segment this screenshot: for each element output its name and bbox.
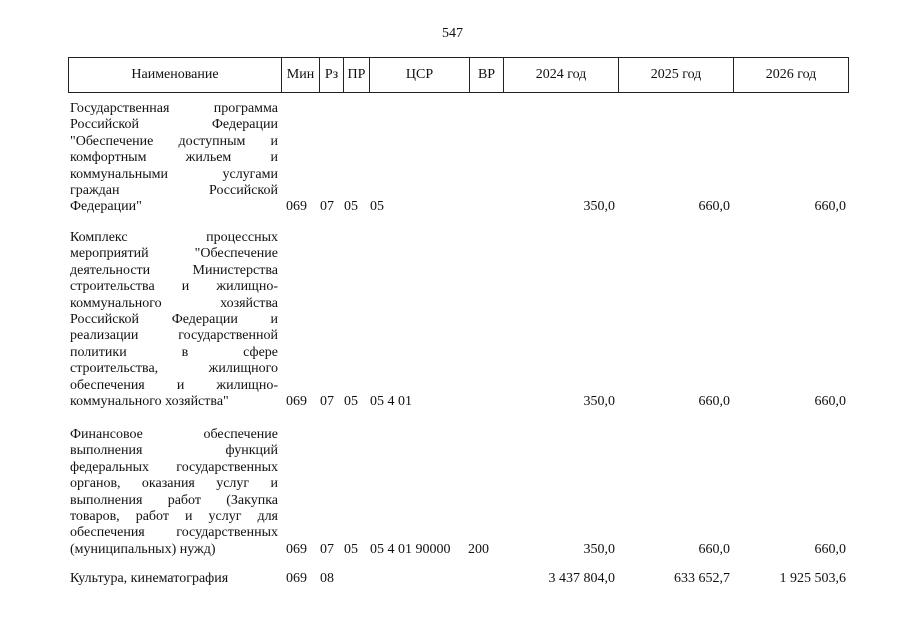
cell-rz: 08 <box>320 571 334 586</box>
row-name-line: Российской Федерации и <box>70 312 278 328</box>
header-vr: ВР <box>469 58 503 92</box>
cell-min: 069 <box>286 394 307 409</box>
cell-min: 069 <box>286 571 307 586</box>
row-name-line: коммунального хозяйства <box>70 295 278 311</box>
cell-rz: 07 <box>320 199 334 215</box>
cell-y2024: 3 437 804,0 <box>548 571 615 586</box>
cell-y2025: 660,0 <box>698 541 730 557</box>
header-name: Наименование <box>131 67 219 82</box>
row-name-line: товаров, работ и услуг для <box>70 509 278 525</box>
cell-pr: 05 <box>344 199 358 215</box>
row-name-line: коммунальными услугами <box>70 166 278 182</box>
cell-y2025: 660,0 <box>698 394 730 409</box>
row-name <box>70 230 278 410</box>
page-number: 547 <box>442 26 463 41</box>
row-name-line: Культура, кинематография <box>70 571 229 586</box>
row-name-line: обеспечения и жилищно- <box>70 377 278 393</box>
row-name-line: реализации государственной <box>70 328 278 344</box>
cell-y2026: 1 925 503,6 <box>779 571 846 586</box>
row-name <box>70 427 278 558</box>
row-name <box>70 571 278 587</box>
row-name-line: федеральных государственных <box>70 459 278 475</box>
header-rz: Рз <box>319 58 343 92</box>
row-name-line: граждан Российской <box>70 183 278 199</box>
cell-csr: 05 4 01 90000 <box>370 541 451 557</box>
header-2026: 2026 год <box>733 58 848 92</box>
row-name-line: Комплекс процессных <box>70 230 278 245</box>
row-name-line: (муниципальных) нужд) <box>70 541 216 557</box>
row-name-line: "Обеспечение доступным и <box>70 133 278 149</box>
cell-y2026: 660,0 <box>814 199 846 215</box>
cell-vr: 200 <box>468 541 489 557</box>
table-header <box>68 57 849 93</box>
row-name <box>70 101 278 216</box>
cell-csr: 05 <box>370 199 384 215</box>
cell-y2026: 660,0 <box>814 541 846 557</box>
row-name-line: выполнения функций <box>70 443 278 459</box>
cell-pr: 05 <box>344 394 358 409</box>
row-name-line: коммунального хозяйства" <box>70 394 229 410</box>
row-name-line: органов, оказания услуг и <box>70 476 278 492</box>
row-name-line: строительства, жилищного <box>70 361 278 377</box>
row-name-line: выполнения работ (Закупка <box>70 492 278 508</box>
row-name-line: деятельности Министерства <box>70 262 278 278</box>
header-min: Мин <box>281 58 319 92</box>
row-name-line: Государственная программа <box>70 101 278 116</box>
header-pr: ПР <box>343 58 369 92</box>
row-name-line: строительства и жилищно- <box>70 279 278 295</box>
cell-min: 069 <box>286 199 307 215</box>
row-name-line: комфортным жильем и <box>70 150 278 166</box>
row-name-line: Финансовое обеспечение <box>70 427 278 442</box>
cell-y2024: 350,0 <box>583 394 615 409</box>
header-2024: 2024 год <box>503 58 618 92</box>
cell-min: 069 <box>286 541 307 557</box>
cell-y2026: 660,0 <box>814 394 846 409</box>
row-name-line: политики в сфере <box>70 344 278 360</box>
cell-pr: 05 <box>344 541 358 557</box>
row-name-line: Российской Федерации <box>70 117 278 133</box>
row-name-line: мероприятий "Обеспечение <box>70 246 278 262</box>
cell-y2024: 350,0 <box>583 541 615 557</box>
header-csr: ЦСР <box>369 58 469 92</box>
cell-rz: 07 <box>320 541 334 557</box>
cell-y2025: 633 652,7 <box>674 571 730 586</box>
header-2025: 2025 год <box>618 58 733 92</box>
cell-csr: 05 4 01 <box>370 394 412 409</box>
cell-y2025: 660,0 <box>698 199 730 215</box>
row-name-line: обеспечения государственных <box>70 525 278 541</box>
cell-y2024: 350,0 <box>583 199 615 215</box>
cell-rz: 07 <box>320 394 334 409</box>
row-name-line: Федерации" <box>70 199 142 215</box>
